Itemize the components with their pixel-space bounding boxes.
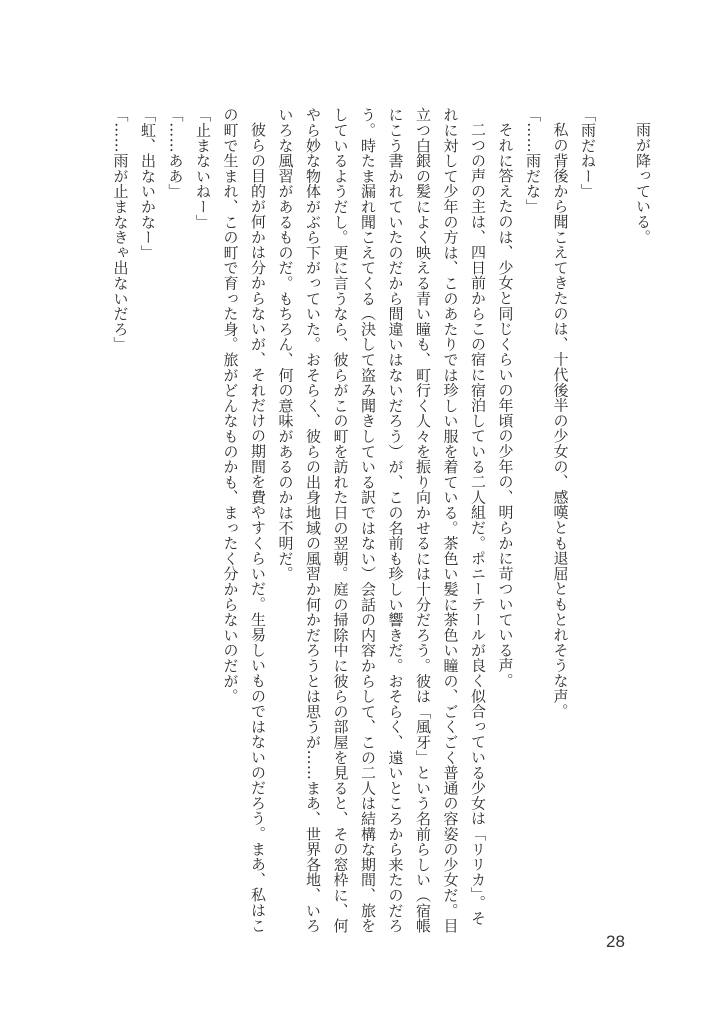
page-number: 28 <box>606 932 625 951</box>
dialogue-line: 「止まないねー」 <box>194 107 212 230</box>
opening-line: 雨が降っている。 <box>634 122 652 245</box>
dialogue-line: 「……ああ」 <box>166 107 185 199</box>
dialogue-line: 「雨だねー」 <box>579 107 597 199</box>
narration-paragraph: 私の背後から聞こえてきたのは、十代後半の少女の、感嘆とも退屈ともとれそうな声。 <box>551 122 570 719</box>
dialogue-line: 「……雨が止まなきゃ出ないだろ」 <box>111 107 130 352</box>
narration-paragraph: 彼らの目的が何かは分からないが、それだけの期間を費やすくらいだ。生易しいものではないのだろう。まあ、私はこの町で生まれ、この町で育った身。旅がどんなものかも、まったく分からないのだが。 <box>221 107 267 933</box>
narration-paragraph: 二つの声の主は、四日前からこの宿に宿泊している二人組だ。ポニーテールが良く似合っている少女は「リリカ」。それに対して少年の方は、このあたりでは珍しい服を着ている。茶色い髪に茶色い瞳の、ごくごく普通の容姿の少女だ。目立つ白銀の髪によく映える青い瞳も、町行く人々を振り向かせるには十分だろう。彼は「風牙」という名前らしい（宿帳にこう書かれていたのだから間違いはないだろう）が、この名前も珍しい響きだ。おそらく、遠いところから来たのだろう。時たま漏れ聞こえてくる（決して盗み聞きしている訳ではない）会話の内容からして、この二人は結構な期間、旅をしているようだし。更に言うなら、彼らがこの町を訪れた日の翌朝。庭の掃除中に彼らの部屋を見ると、その窓枠に、何やら妙な物体がぶら下がっていた。おそらく、彼らの出身地域の風習か何かだろうとは思うが……まあ、世界各地、いろいろな風習があるものだ。もちろん、何の意味があるのかは不明だ。 <box>276 107 487 934</box>
vertical-text-body <box>106 107 656 937</box>
dialogue-line: 「虹、出ないかなー」 <box>139 107 157 260</box>
dialogue-line: 「……雨だな」 <box>524 107 542 215</box>
narration-paragraph: それに答えたのは、少女と同じくらいの年頃の少年の、明らかに苛ついている声。 <box>496 122 515 689</box>
